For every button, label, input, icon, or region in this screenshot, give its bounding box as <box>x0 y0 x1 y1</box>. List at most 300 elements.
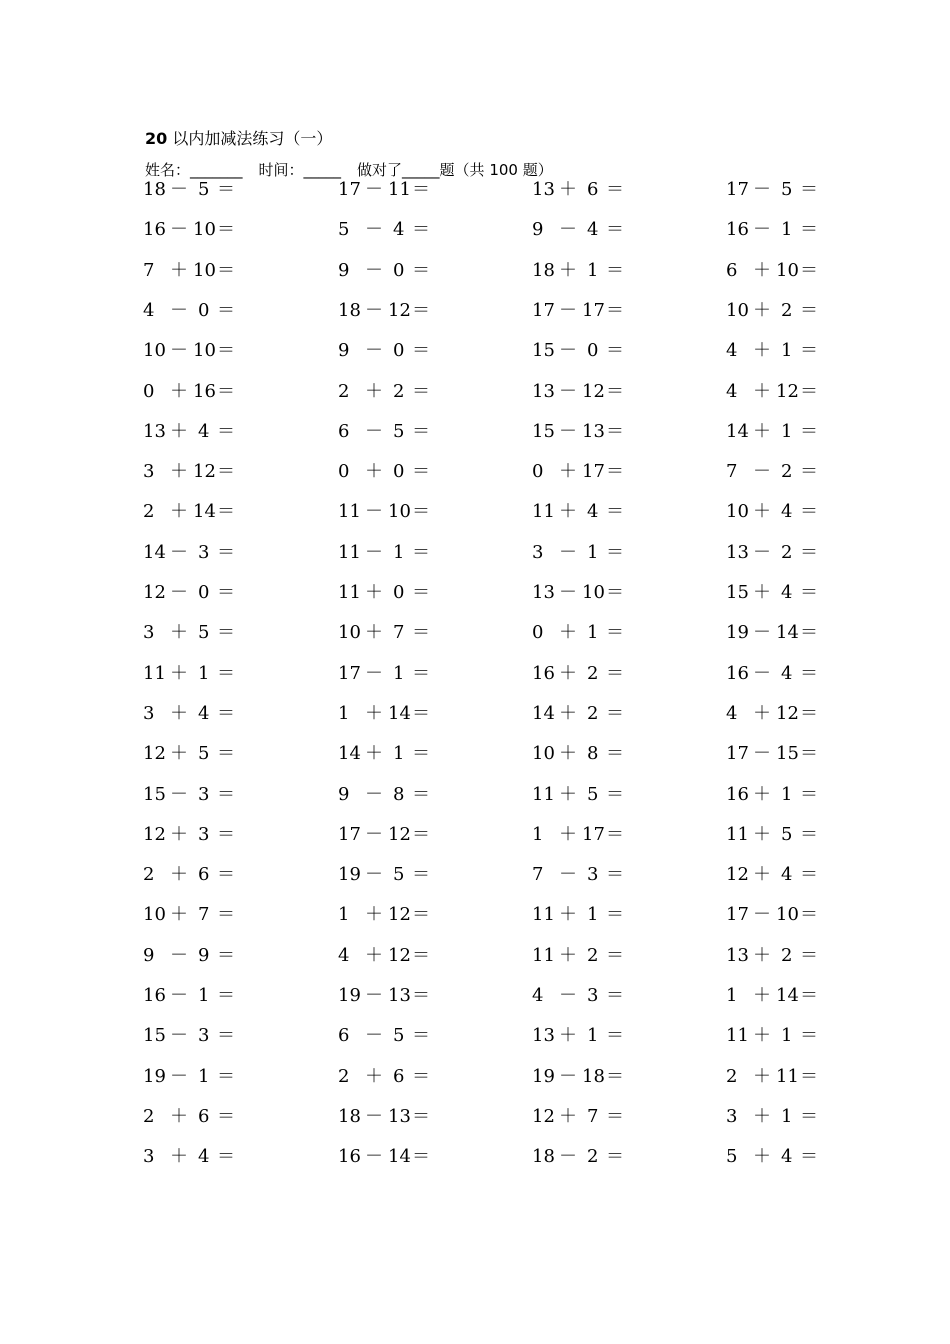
problem-equals-sign: ＝ <box>606 582 624 603</box>
problem-equals-sign: ＝ <box>217 1025 235 1047</box>
problem-operand-b: 3 <box>198 823 210 845</box>
problem-operand-a: 15 <box>143 783 166 805</box>
problem-operand-a: 13 <box>532 582 555 603</box>
problem-item <box>143 218 243 242</box>
problem-operand-b: 2 <box>781 944 793 966</box>
problem-operator: ＋ <box>753 1146 771 1168</box>
problem-operand-b: 1 <box>587 541 599 563</box>
problem-operand-b: 0 <box>587 340 599 362</box>
problem-operator: ＋ <box>753 582 771 603</box>
problem-operand-b: 0 <box>393 340 405 362</box>
problem-operator: ＋ <box>365 622 383 644</box>
problem-operator: ＋ <box>753 340 771 362</box>
problem-item <box>338 299 438 323</box>
problem-item <box>143 339 243 363</box>
problem-operand-b: 5 <box>393 1025 405 1047</box>
problem-operand-a: 13 <box>532 1025 555 1047</box>
problem-operator: ＋ <box>365 944 383 966</box>
problem-operand-b: 1 <box>587 259 599 281</box>
problem-operand-b: 0 <box>393 461 405 483</box>
problem-equals-sign: ＝ <box>606 219 624 241</box>
problem-equals-sign: ＝ <box>412 299 430 321</box>
problem-equals-sign: ＝ <box>606 380 624 402</box>
problem-equals-sign: ＝ <box>800 702 818 724</box>
problem-item <box>532 178 632 202</box>
problem-equals-sign: ＝ <box>800 944 818 966</box>
problem-item <box>143 702 243 726</box>
problem-item <box>532 259 632 283</box>
problem-operand-b: 14 <box>776 985 799 1006</box>
problem-operand-a: 1 <box>726 985 738 1006</box>
problem-operand-b: 4 <box>198 420 210 442</box>
problem-equals-sign: ＝ <box>800 420 818 442</box>
problem-equals-sign: ＝ <box>217 1146 235 1168</box>
problem-operator: ＋ <box>365 743 383 765</box>
problem-equals-sign: ＝ <box>800 783 818 805</box>
problem-item <box>143 783 243 807</box>
problem-equals-sign: ＝ <box>217 219 235 241</box>
problem-equals-sign: ＝ <box>412 743 430 765</box>
problem-equals-sign: ＝ <box>800 743 818 765</box>
problem-item <box>726 1105 826 1129</box>
problem-operand-b: 1 <box>198 1065 210 1087</box>
problem-operand-b: 10 <box>193 219 216 241</box>
problem-operator: － <box>365 783 383 805</box>
problem-operand-a: 6 <box>338 1025 350 1047</box>
problem-equals-sign: ＝ <box>412 662 430 684</box>
problem-operand-a: 11 <box>726 823 749 845</box>
problem-item <box>532 863 632 887</box>
problem-operand-a: 9 <box>532 219 544 241</box>
problem-operand-a: 11 <box>532 501 555 523</box>
problem-operator: ＋ <box>559 783 577 805</box>
problem-operand-b: 7 <box>393 622 405 644</box>
problem-operand-b: 12 <box>193 461 216 483</box>
problem-operand-b: 2 <box>781 541 793 563</box>
problem-item <box>532 581 632 605</box>
problem-operator: － <box>365 1146 383 1168</box>
problem-operand-a: 3 <box>726 1105 738 1127</box>
info-line <box>145 159 553 180</box>
problem-operator: － <box>559 420 577 442</box>
problem-item <box>338 339 438 363</box>
problem-operand-a: 12 <box>143 743 166 765</box>
problem-operator: － <box>365 823 383 845</box>
problem-operand-b: 4 <box>781 501 793 523</box>
problem-operand-a: 12 <box>143 582 166 603</box>
problem-operator: ＋ <box>365 582 383 603</box>
problem-operator: ＋ <box>753 420 771 442</box>
problem-operand-b: 5 <box>587 783 599 805</box>
problem-operand-b: 12 <box>388 904 411 926</box>
problem-equals-sign: ＝ <box>217 420 235 442</box>
problem-operator: － <box>559 1146 577 1168</box>
problem-operator: ＋ <box>365 1065 383 1087</box>
problem-operand-b: 5 <box>781 179 793 200</box>
problem-operand-a: 11 <box>532 904 555 926</box>
problem-operand-b: 2 <box>781 299 793 321</box>
problem-item <box>726 783 826 807</box>
problem-operand-a: 15 <box>532 420 555 442</box>
problem-equals-sign: ＝ <box>217 702 235 724</box>
problem-item <box>338 541 438 565</box>
problem-item <box>338 984 438 1008</box>
problem-item <box>532 541 632 565</box>
problem-operand-a: 1 <box>338 904 350 926</box>
problem-operand-a: 14 <box>338 743 361 765</box>
problem-operand-a: 3 <box>143 1146 155 1168</box>
problem-equals-sign: ＝ <box>217 944 235 966</box>
problem-item <box>143 178 243 202</box>
problem-equals-sign: ＝ <box>412 380 430 402</box>
problem-operand-a: 13 <box>726 541 749 563</box>
problem-equals-sign: ＝ <box>606 461 624 483</box>
problem-equals-sign: ＝ <box>412 541 430 563</box>
problem-operand-a: 11 <box>338 501 361 523</box>
problem-item <box>338 662 438 686</box>
problem-operand-b: 12 <box>388 299 411 321</box>
problem-operand-a: 6 <box>338 420 350 442</box>
problem-equals-sign: ＝ <box>217 864 235 886</box>
problem-operand-b: 2 <box>781 461 793 483</box>
problem-operator: － <box>365 179 383 200</box>
problem-operand-b: 3 <box>587 864 599 886</box>
problem-operand-a: 1 <box>532 823 544 845</box>
problem-operator: ＋ <box>559 662 577 684</box>
problem-operator: ＋ <box>559 1025 577 1047</box>
problem-item <box>726 863 826 887</box>
problem-equals-sign: ＝ <box>412 823 430 845</box>
problem-operator: ＋ <box>753 702 771 724</box>
problem-equals-sign: ＝ <box>606 622 624 644</box>
problem-operator: － <box>170 783 188 805</box>
problem-operator: ＋ <box>753 985 771 1006</box>
problem-equals-sign: ＝ <box>412 783 430 805</box>
problem-operator: － <box>753 219 771 241</box>
problem-equals-sign: ＝ <box>800 461 818 483</box>
problem-operand-b: 14 <box>193 501 216 523</box>
problem-equals-sign: ＝ <box>606 1065 624 1087</box>
problem-equals-sign: ＝ <box>606 179 624 200</box>
problem-equals-sign: ＝ <box>606 541 624 563</box>
problem-operator: － <box>559 985 577 1006</box>
problem-operand-a: 16 <box>726 662 749 684</box>
problem-operand-b: 12 <box>776 380 799 402</box>
problem-item <box>338 702 438 726</box>
problem-item <box>143 863 243 887</box>
problem-equals-sign: ＝ <box>606 944 624 966</box>
problem-operator: ＋ <box>170 864 188 886</box>
problem-operand-a: 17 <box>726 904 749 926</box>
problem-item <box>532 1145 632 1169</box>
problem-operand-a: 16 <box>338 1146 361 1168</box>
problem-operand-b: 10 <box>193 259 216 281</box>
problem-equals-sign: ＝ <box>800 823 818 845</box>
problem-operand-b: 17 <box>582 823 605 845</box>
problem-equals-sign: ＝ <box>800 1065 818 1087</box>
problem-item <box>726 621 826 645</box>
problem-operator: ＋ <box>170 461 188 483</box>
problem-operator: ＋ <box>753 1065 771 1087</box>
problem-equals-sign: ＝ <box>412 179 430 200</box>
problem-item <box>726 984 826 1008</box>
problem-equals-sign: ＝ <box>606 259 624 281</box>
problem-operator: － <box>365 420 383 442</box>
problem-equals-sign: ＝ <box>412 501 430 523</box>
problem-item <box>726 903 826 927</box>
problem-item <box>726 259 826 283</box>
problem-equals-sign: ＝ <box>412 702 430 724</box>
problem-operator: － <box>559 380 577 402</box>
problem-operator: ＋ <box>753 380 771 402</box>
problem-item <box>726 823 826 847</box>
problem-operand-b: 10 <box>776 259 799 281</box>
problem-equals-sign: ＝ <box>800 662 818 684</box>
problem-operand-a: 11 <box>338 582 361 603</box>
problem-operand-a: 9 <box>338 259 350 281</box>
problem-operand-b: 2 <box>587 1146 599 1168</box>
problem-operand-b: 1 <box>781 340 793 362</box>
name-label: 姓名： <box>145 161 191 179</box>
problem-equals-sign: ＝ <box>800 1105 818 1127</box>
problem-operand-b: 1 <box>781 1025 793 1047</box>
problem-operand-a: 4 <box>726 702 738 724</box>
problem-operand-a: 4 <box>726 340 738 362</box>
problem-operand-b: 0 <box>198 582 210 603</box>
problem-operator: ＋ <box>170 743 188 765</box>
problem-operand-b: 0 <box>393 582 405 603</box>
problem-operand-a: 12 <box>532 1105 555 1127</box>
problem-operand-a: 7 <box>532 864 544 886</box>
problem-equals-sign: ＝ <box>800 985 818 1006</box>
problem-item <box>338 944 438 968</box>
problem-operand-b: 10 <box>193 340 216 362</box>
problem-operand-a: 4 <box>532 985 544 1006</box>
problem-operand-b: 1 <box>587 622 599 644</box>
problem-operator: ＋ <box>170 501 188 523</box>
problem-equals-sign: ＝ <box>800 299 818 321</box>
problem-item <box>532 218 632 242</box>
problem-item <box>338 420 438 444</box>
problem-equals-sign: ＝ <box>606 864 624 886</box>
problem-operand-b: 1 <box>781 783 793 805</box>
title-number: 20 <box>145 129 168 148</box>
problem-equals-sign: ＝ <box>217 582 235 603</box>
problem-operator: － <box>559 864 577 886</box>
problem-equals-sign: ＝ <box>217 299 235 321</box>
problem-operand-b: 1 <box>393 541 405 563</box>
problem-operand-b: 3 <box>198 783 210 805</box>
problem-operand-a: 4 <box>726 380 738 402</box>
problem-item <box>338 259 438 283</box>
problem-equals-sign: ＝ <box>800 501 818 523</box>
problem-operand-a: 16 <box>726 783 749 805</box>
problem-operand-b: 1 <box>587 1025 599 1047</box>
problem-equals-sign: ＝ <box>800 541 818 563</box>
problem-item <box>532 702 632 726</box>
problem-operator: － <box>559 1065 577 1087</box>
problem-operand-a: 9 <box>338 783 350 805</box>
problem-operand-a: 19 <box>726 622 749 644</box>
problem-operand-b: 5 <box>198 622 210 644</box>
problem-operator: ＋ <box>170 823 188 845</box>
problem-item <box>143 944 243 968</box>
problem-operator: ＋ <box>170 622 188 644</box>
problem-operand-a: 13 <box>532 179 555 200</box>
problem-operand-b: 5 <box>393 420 405 442</box>
problem-item <box>532 903 632 927</box>
problem-operand-b: 13 <box>388 985 411 1006</box>
problem-operand-b: 4 <box>781 582 793 603</box>
problem-operand-a: 14 <box>726 420 749 442</box>
problem-item <box>338 1145 438 1169</box>
problem-operand-a: 13 <box>726 944 749 966</box>
problem-operand-a: 3 <box>143 702 155 724</box>
problem-operator: ＋ <box>559 702 577 724</box>
problem-equals-sign: ＝ <box>217 179 235 200</box>
problem-equals-sign: ＝ <box>800 1146 818 1168</box>
problem-item <box>532 984 632 1008</box>
problem-equals-sign: ＝ <box>412 420 430 442</box>
problem-item <box>726 944 826 968</box>
problem-operator: － <box>170 541 188 563</box>
problem-item <box>532 339 632 363</box>
problem-operand-b: 3 <box>587 985 599 1006</box>
problem-equals-sign: ＝ <box>217 783 235 805</box>
problem-operator: ＋ <box>559 944 577 966</box>
problem-operand-a: 11 <box>532 944 555 966</box>
problem-operand-a: 18 <box>143 179 166 200</box>
problem-item <box>338 581 438 605</box>
problem-item <box>532 299 632 323</box>
problem-equals-sign: ＝ <box>412 461 430 483</box>
problem-operand-a: 5 <box>338 219 350 241</box>
problem-item <box>338 903 438 927</box>
problem-operand-a: 4 <box>143 299 155 321</box>
problem-operand-a: 15 <box>143 1025 166 1047</box>
problem-operand-a: 14 <box>143 541 166 563</box>
problem-operator: － <box>170 340 188 362</box>
problem-operand-a: 17 <box>338 823 361 845</box>
problem-operand-a: 10 <box>143 340 166 362</box>
problem-item <box>143 1145 243 1169</box>
problem-equals-sign: ＝ <box>606 985 624 1006</box>
problem-equals-sign: ＝ <box>606 1105 624 1127</box>
problem-operand-b: 8 <box>587 743 599 765</box>
problem-operator: － <box>170 1025 188 1047</box>
problem-equals-sign: ＝ <box>412 1065 430 1087</box>
problem-operator: － <box>170 985 188 1006</box>
problem-item <box>143 1024 243 1048</box>
problem-item <box>726 178 826 202</box>
problem-operand-b: 4 <box>587 501 599 523</box>
problem-operand-b: 4 <box>393 219 405 241</box>
problem-operand-b: 2 <box>587 944 599 966</box>
problem-operand-a: 0 <box>532 461 544 483</box>
problem-equals-sign: ＝ <box>217 340 235 362</box>
problem-operand-b: 18 <box>582 1065 605 1087</box>
problem-operand-b: 3 <box>198 1025 210 1047</box>
problem-operand-b: 1 <box>198 662 210 684</box>
problem-operator: － <box>753 662 771 684</box>
problem-item <box>143 460 243 484</box>
problem-equals-sign: ＝ <box>217 1105 235 1127</box>
problem-operator: － <box>365 541 383 563</box>
problem-operator: － <box>753 179 771 200</box>
problem-operand-b: 3 <box>198 541 210 563</box>
problem-operator: ＋ <box>559 904 577 926</box>
problem-operand-a: 19 <box>532 1065 555 1087</box>
problem-operator: ＋ <box>365 380 383 402</box>
problem-operand-b: 13 <box>582 420 605 442</box>
problem-equals-sign: ＝ <box>606 783 624 805</box>
problem-item <box>143 903 243 927</box>
problem-operator: ＋ <box>753 944 771 966</box>
problem-item <box>143 823 243 847</box>
problem-operator: ＋ <box>753 823 771 845</box>
problem-item <box>338 1105 438 1129</box>
problem-operand-a: 11 <box>338 541 361 563</box>
problem-operator: － <box>753 541 771 563</box>
problem-operand-b: 6 <box>198 1105 210 1127</box>
problem-equals-sign: ＝ <box>606 743 624 765</box>
problem-operator: ＋ <box>559 179 577 200</box>
problem-item <box>532 420 632 444</box>
problem-operand-a: 18 <box>532 1146 555 1168</box>
problem-equals-sign: ＝ <box>412 1025 430 1047</box>
problem-operand-a: 4 <box>338 944 350 966</box>
problem-operator: － <box>559 299 577 321</box>
problem-operand-b: 10 <box>582 582 605 603</box>
problem-equals-sign: ＝ <box>217 259 235 281</box>
problem-item <box>532 742 632 766</box>
problem-item <box>143 662 243 686</box>
done-blank: _____ <box>402 161 440 179</box>
problem-item <box>338 1024 438 1048</box>
problem-item <box>726 742 826 766</box>
problem-equals-sign: ＝ <box>412 582 430 603</box>
problem-operand-a: 11 <box>532 783 555 805</box>
problem-operand-a: 11 <box>143 662 166 684</box>
problem-operand-a: 16 <box>143 219 166 241</box>
problem-item <box>338 500 438 524</box>
problem-item <box>726 1024 826 1048</box>
problem-operand-b: 14 <box>776 622 799 644</box>
problem-equals-sign: ＝ <box>412 985 430 1006</box>
problem-item <box>726 1065 826 1089</box>
problem-operand-a: 18 <box>532 259 555 281</box>
problem-operand-b: 11 <box>776 1065 799 1087</box>
problem-operand-a: 16 <box>143 985 166 1006</box>
problem-operand-b: 1 <box>393 662 405 684</box>
problem-equals-sign: ＝ <box>606 1146 624 1168</box>
problem-item <box>143 500 243 524</box>
problem-equals-sign: ＝ <box>412 864 430 886</box>
problem-operand-a: 2 <box>143 864 155 886</box>
problem-operator: ＋ <box>170 904 188 926</box>
problem-operand-a: 18 <box>338 1105 361 1127</box>
problem-operand-b: 4 <box>198 702 210 724</box>
problem-operand-a: 17 <box>726 179 749 200</box>
problem-operand-a: 5 <box>726 1146 738 1168</box>
problem-item <box>726 420 826 444</box>
problem-operand-b: 7 <box>587 1105 599 1127</box>
problem-equals-sign: ＝ <box>606 340 624 362</box>
problem-operand-a: 17 <box>338 179 361 200</box>
problem-item <box>532 1024 632 1048</box>
problem-operand-a: 18 <box>338 299 361 321</box>
problem-operand-b: 10 <box>388 501 411 523</box>
